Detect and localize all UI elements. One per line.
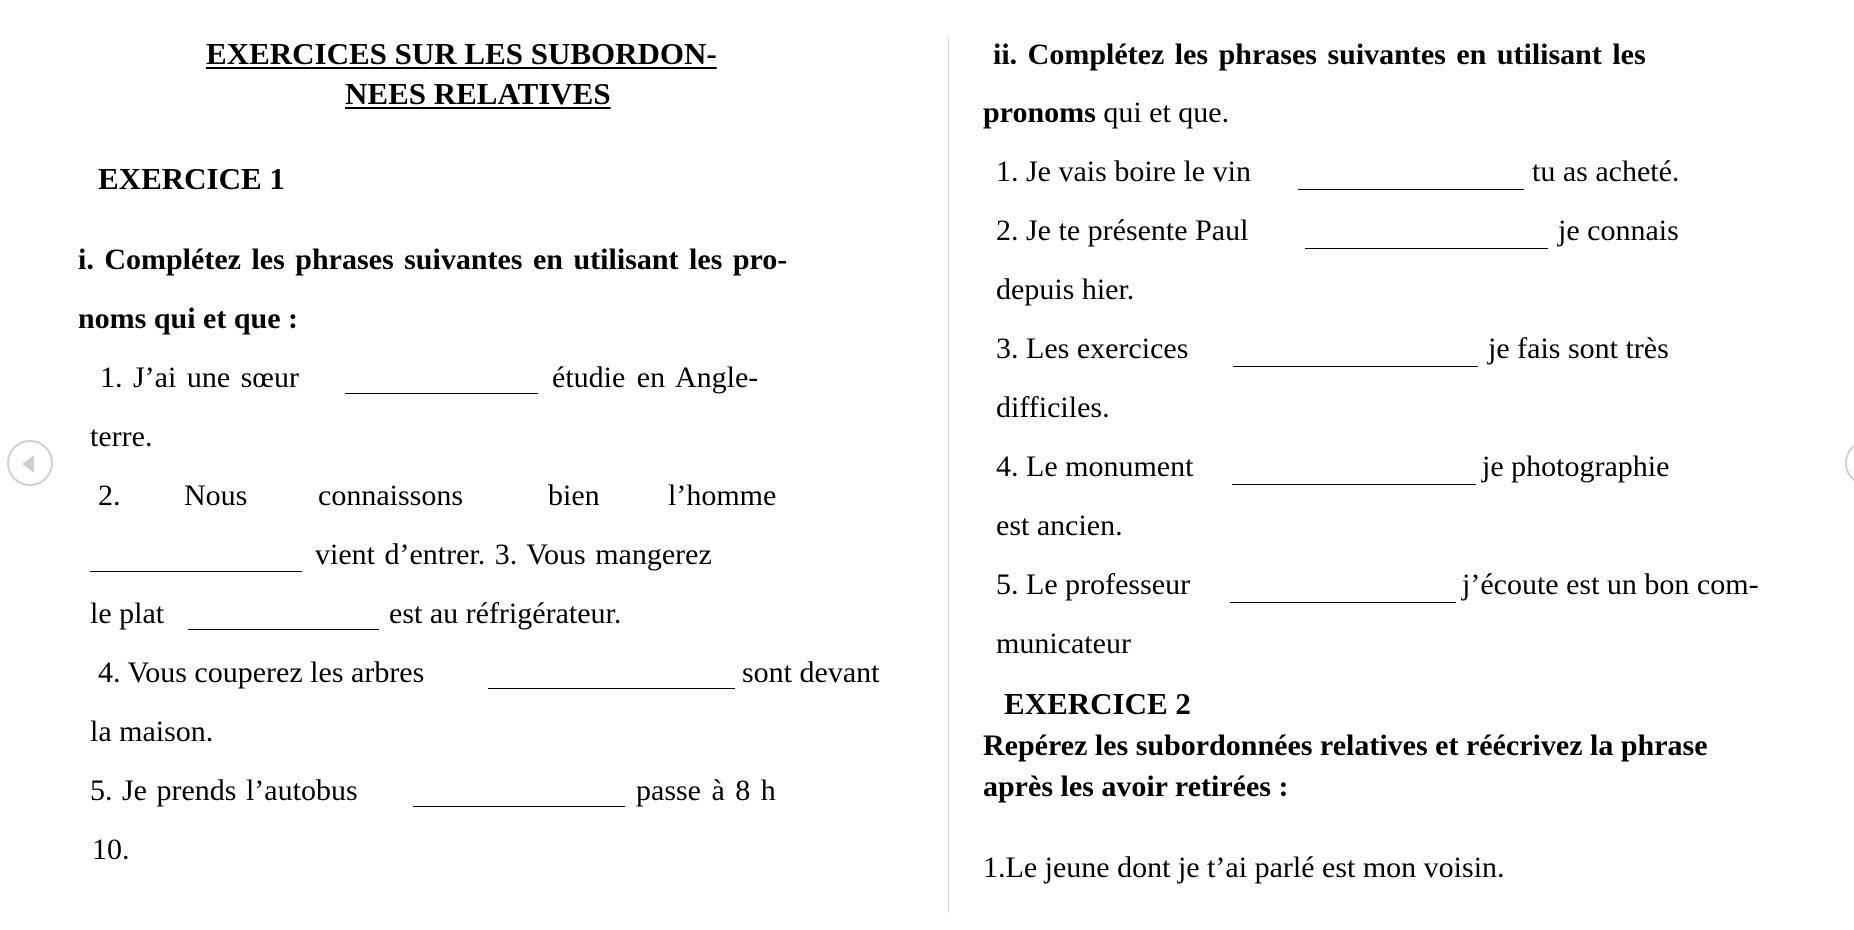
part-ii-sentence-4-end: je photographie	[1482, 450, 1670, 483]
part-i-instruction-line-1: i. Complétez les phrases suivantes en utilisant les pro-	[78, 243, 788, 276]
exercise-1-heading: EXERCICE 1	[98, 161, 285, 196]
chevron-left-icon	[22, 455, 34, 473]
next-page-button[interactable]	[1845, 440, 1854, 486]
part-i-sentence-4-start: 4. Vous couperez les arbres	[98, 656, 425, 689]
part-i-sentence-1-end: étudie en Angle-	[552, 361, 759, 394]
part-i-sentence-2-number: 2.	[98, 479, 121, 512]
part-ii-blank-2	[1305, 248, 1548, 249]
part-i-blank-1	[345, 393, 538, 394]
part-i-sentence-5-wrap: 10.	[92, 833, 130, 866]
part-ii-sentence-4-wrap: est ancien.	[996, 509, 1123, 542]
part-i-sentence-2-word: bien	[548, 479, 600, 512]
part-ii-sentence-5-start: 5. Le professeur	[996, 568, 1191, 601]
part-ii-sentence-2-start: 2. Je te présente Paul	[996, 214, 1249, 247]
part-ii-sentence-3-wrap: difficiles.	[996, 391, 1110, 424]
part-ii-blank-3	[1233, 366, 1478, 367]
part-i-sentence-5-end: passe à 8 h	[636, 774, 776, 807]
part-ii-blank-4	[1232, 484, 1476, 485]
part-i-sentence-2-word: l’homme	[668, 479, 777, 512]
part-ii-sentence-2-end: je connais	[1558, 214, 1679, 247]
part-i-blank-4	[488, 688, 735, 689]
title-line-1: EXERCICES SUR LES SUBORDON-	[206, 36, 717, 71]
part-ii-blank-1	[1298, 189, 1524, 190]
part-i-sentence-5-start: 5. Je prends l’autobus	[90, 774, 358, 807]
part-ii-sentence-4-start: 4. Le monument	[996, 450, 1194, 483]
exercise-2-instruction-line-1: Repérez les subordonnées relatives et réécrivez la phrase	[983, 729, 1708, 762]
part-i-blank-5	[413, 806, 625, 807]
part-i-sentence-2-word: Nous	[184, 479, 248, 512]
part-ii-instruction-bold: pronoms	[983, 96, 1096, 129]
part-i-blank-2	[90, 571, 302, 572]
exercise-2-sentence-1: 1.Le jeune dont je t’ai parlé est mon voisin.	[983, 851, 1505, 884]
part-ii-sentence-5-end: j’écoute est un bon com-	[1462, 568, 1759, 601]
column-divider	[948, 37, 949, 913]
part-i-sentence-1-wrap: terre.	[90, 420, 153, 453]
part-i-sentence-3-start: le plat	[90, 597, 165, 630]
title-line-2: NEES RELATIVES	[345, 76, 611, 111]
part-i-sentence-2-word: connaissons	[318, 479, 463, 512]
part-i-sentence-1-start: 1. J’ai une sœur	[100, 361, 299, 394]
part-i-sentence-4-wrap: la maison.	[90, 715, 214, 748]
part-ii-instruction-rest: qui et que.	[1095, 96, 1230, 129]
part-i-blank-3	[188, 629, 379, 630]
part-ii-sentence-2-wrap: depuis hier.	[996, 273, 1135, 306]
part-ii-blank-5	[1230, 602, 1456, 603]
part-ii-sentence-5-wrap: municateur	[996, 627, 1131, 660]
part-i-sentence-3-end: est au réfrigérateur.	[389, 597, 622, 630]
part-i-sentence-4-end: sont devant	[742, 656, 880, 689]
exercise-2-instruction-line-2: après les avoir retirées :	[983, 770, 1289, 803]
part-i-instruction-line-2: noms qui et que :	[78, 302, 299, 335]
part-ii-instruction-line-1: ii. Complétez les phrases suivantes en utilisant les	[993, 38, 1646, 71]
part-ii-sentence-1-start: 1. Je vais boire le vin	[996, 155, 1251, 188]
part-ii-sentence-3-end: je fais sont très	[1488, 332, 1669, 365]
prev-page-button[interactable]	[7, 440, 53, 486]
part-ii-sentence-1-end: tu as acheté.	[1532, 155, 1680, 188]
part-i-sentence-2-end: vient d’entrer. 3. Vous mangerez	[315, 538, 712, 571]
part-ii-sentence-3-start: 3. Les exercices	[996, 332, 1189, 365]
part-ii-instruction-line-2	[983, 98, 1229, 128]
exercise-2-heading: EXERCICE 2	[1004, 686, 1191, 721]
